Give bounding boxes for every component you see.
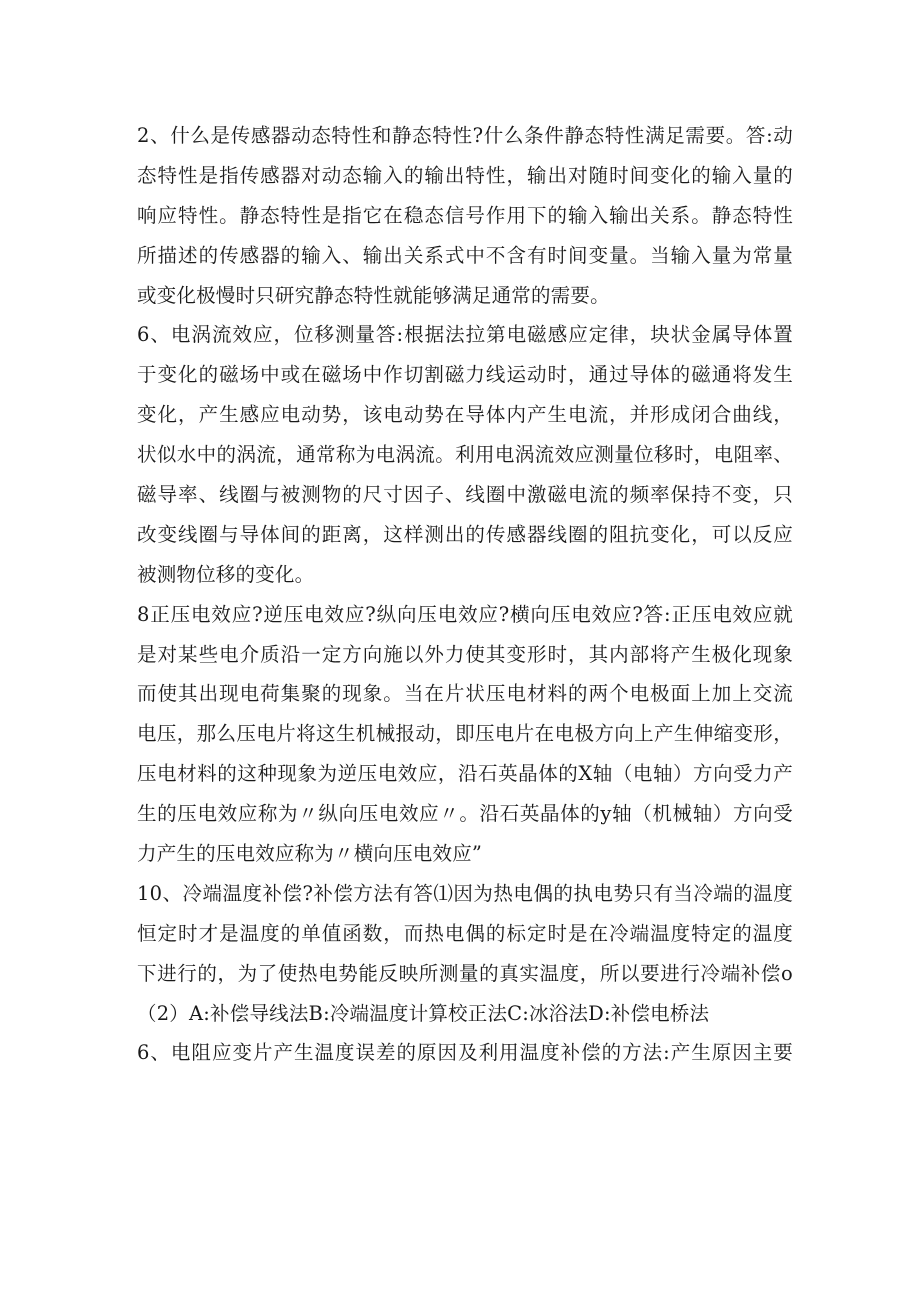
text-line: 6、电涡流效应，位移测量答:根据法拉第电磁感应定律，块状金属导体置 <box>137 323 793 347</box>
text-line: 或变化极慢时只研究静态特性就能够满足通常的需要。 <box>137 283 610 307</box>
text-line: 2、什么是传感器动态特性和静态特性?什么条件静态特性满足需要。答:动 <box>137 124 793 147</box>
text-line: 下进行的，为了使热电势能反映所测量的真实温度，所以要进行冷端补偿o <box>137 961 793 985</box>
text-line: 被测物位移的变化。 <box>137 562 315 586</box>
text-line: 改变线圈与导体间的距离，这样测出的传感器线圈的阻抗变化，可以反应 <box>137 522 793 546</box>
text-line: 恒定时才是温度的单值函数，而热电偶的标定时是在冷端温度特定的温度 <box>137 921 793 945</box>
text-line: 磁导率、线圈与被测物的尺寸因子、线圈中激磁电流的频率保持不变，只 <box>137 483 793 507</box>
text-line: 生的压电效应称为〃纵向压电效应〃。沿石英晶体的y轴（机械轴）方向受 <box>137 802 793 826</box>
text-line: 而使其出现电荷集聚的现象。当在片状压电材料的两个电极面上加上交流 <box>137 682 793 706</box>
text-line: 10、冷端温度补偿?补偿方法有答⑴因为热电偶的执电势只有当冷端的温度 <box>137 881 793 905</box>
text-line: 是对某些电介质沿一定方向施以外力使其变形时，其内部将产生极化现象 <box>137 642 793 666</box>
text-line: 力产生的压电效应称为〃横向压电效应” <box>137 842 483 866</box>
text-line: （2）A:补偿导线法B:冷端温度计算校正法C:冰浴法D:补偿电桥法 <box>137 1001 710 1025</box>
text-line: 所描述的传感器的输入、输出关系式中不含有时间变量。当输入量为常量 <box>137 243 793 267</box>
text-line: 态特性是指传感器对动态输入的输出特性，输出对随时间变化的输入量的 <box>137 163 793 187</box>
document-body <box>137 116 793 1073</box>
text-line: 于变化的磁场中或在磁场中作切割磁力线运动时，通过导体的磁通将发生 <box>137 363 793 387</box>
text-line: 8正压电效应?逆压电效应?纵向压电效应?横向压电效应?答:正压电效应就 <box>137 602 793 626</box>
text-line: 6、电阻应变片产生温度误差的原因及利用温度补偿的方法:产生原因主要 <box>137 1041 793 1065</box>
text-line: 压电材料的这种现象为逆压电效应，沿石英晶体的X轴（电轴）方向受力产 <box>137 762 793 786</box>
text-line: 电压，那么压电片将这生机械报动，即压电片在电极方向上产生伸缩变形， <box>137 722 793 746</box>
text-line: 响应特性。静态特性是指它在稳态信号作用下的输入输出关系。静态特性 <box>137 203 793 227</box>
text-line: 状似水中的涡流，通常称为电涡流。利用电涡流效应测量位移时，电阻率、 <box>137 443 793 467</box>
text-line: 变化，产生感应电动势，该电动势在导体内产生电流，并形成闭合曲线， <box>137 403 793 427</box>
